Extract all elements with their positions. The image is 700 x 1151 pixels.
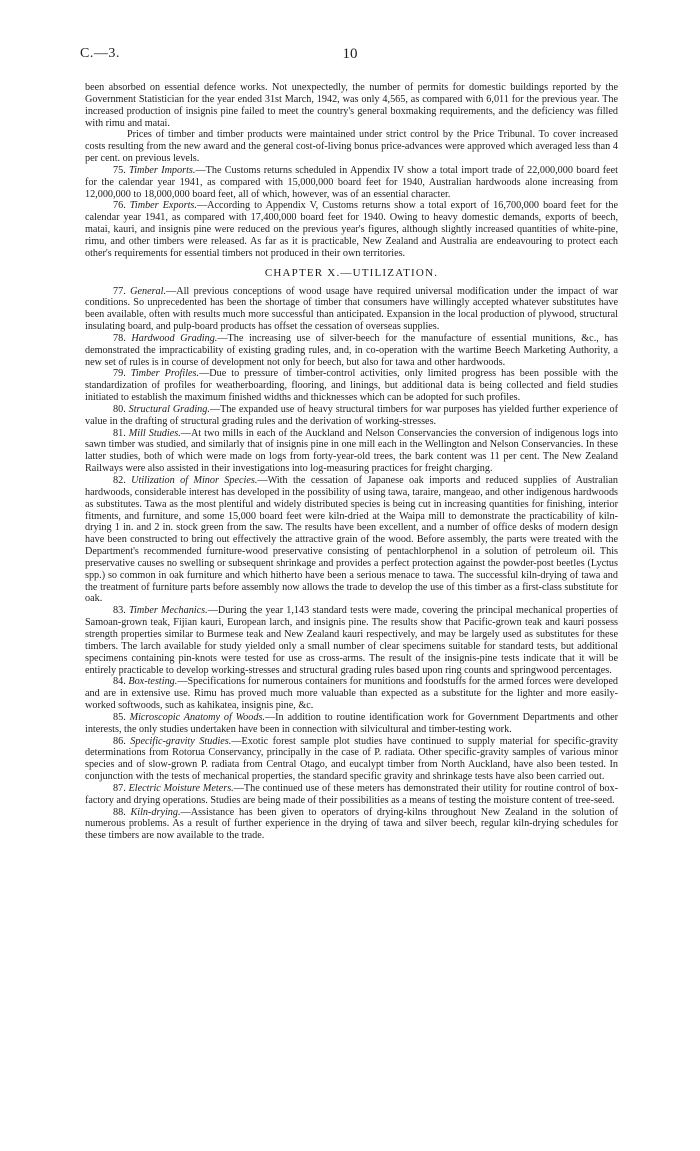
paragraph-number: 88. <box>113 806 126 818</box>
paragraph-86: 86. Specific-gravity Studies.—Exotic forest sample plot studies have continued to supply material for specific-gravity determinations from Rotorua Conservancy, principally in the case of P. radiata. Other specific-gravity samples of various minor species and of slow-grown P. radiata from Central Otago, and eucalypt timber from North Auckland, have also been tested. In conjunction with the tests of mechanical properties, the standard specific gravity and shrinkage tests have also been carried out. <box>85 735 619 783</box>
paragraph-78: 78. Hardwood Grading.—The increasing use of silver-beech for the manufacture of essential munitions, &c., has demonstrated the impracticability of existing grading rules, and, in co-operation with the wartime Beech Marketing Authority, a new set of rules is in course of development not only for beech, but also for tawa and other hardwoods. <box>85 332 619 368</box>
document-reference: C.—3. <box>80 46 120 61</box>
paragraph-number: 77. <box>113 285 126 297</box>
paragraph-76: 76. Timber Exports.—According to Appendix V, Customs returns show a total export of 16,700,000 board feet for the calendar year 1941, as compared with 17,400,000 board feet for 1940. Owing to heavy domestic demands, exports of beech, matai, kauri, and insignis pine were reduced on the previous year's figures, although slightly increased quantities of white-pine, rimu, and other timbers were released. As far as it is practicable, New Zealand and Australia are endeavouring to protect each other's requirements for essential timbers not produced in their own territories. <box>85 200 618 259</box>
paragraph-number: 75. <box>113 164 126 176</box>
paragraph-number: 81. <box>113 427 126 439</box>
chapter-heading: CHAPTER X.—UTILIZATION. <box>264 266 439 279</box>
paragraph-number: 82. <box>113 475 126 486</box>
paragraph-title: Structural Grading. <box>128 403 210 415</box>
paragraph-title: Hardwood Grading. <box>131 332 218 344</box>
paragraph-number: 78. <box>113 332 126 344</box>
paragraph-number: 86. <box>113 735 126 747</box>
paragraph-number: 83. <box>113 605 126 617</box>
paragraph-title: Box-testing. <box>128 676 178 688</box>
paragraph-title: Electric Moisture Meters. <box>128 782 234 794</box>
paragraph-title: General. <box>130 285 167 297</box>
paragraph-74-prices: Prices of timber and timber products were maintained under strict control by the Price Tribunal. To cover increased costs resulting from the new award and the general cost-of-living bonus price-advances were approved which averaged less than 4 per cent. on previous levels. <box>85 129 618 165</box>
paragraph-number: 87. <box>113 782 126 794</box>
paragraph-83: 83. Timber Mechanics.—During the year 1,143 standard tests were made, covering the principal mechanical properties of Samoan-grown teak, Fijian kauri, European larch, and insignis pine. The results show that Pacific-grown teak and kauri possess strength properties similar to Burmese teak and New Zealand kauri respectively, and may be largely used as substitutes for these timbers. The larch available for study yielded only a small number of clear specimens suitable for standard tests, but additional specimens containing pin-knots were tested for use as cross-arms. The result of the insignis-pine tests indicate that it will be entirely practicable to develop working-stresses and structural grading rules based upon ring counts and springwood percentages. <box>85 605 619 676</box>
page-header <box>80 46 620 66</box>
paragraph-title: Specific-gravity Studies. <box>130 735 232 747</box>
paragraph-number: 80. <box>113 403 126 415</box>
paragraph-75: 75. Timber Imports.—The Customs returns scheduled in Appendix IV show a total import trade of 22,000,000 board feet for the calendar year 1941, as compared with 15,000,000 board feet for 1940, Australian hardwoods alone increasing from 12,000,000 to 18,000,000 board feet, all of which, however, was of an essential character. <box>85 164 619 200</box>
paragraph-80: 80. Structural Grading.—The expanded use of heavy structural timbers for war purposes has yielded further experience of value in the drafting of structural grading rules and the derivation of working-stresses. <box>85 403 618 427</box>
paragraph-title: Timber Mechanics. <box>128 605 208 617</box>
paragraph-title: Mill Studies. <box>128 427 181 439</box>
paragraph-title: Utilization of Minor Species. <box>131 475 258 486</box>
paragraph-title: Kiln-drying. <box>130 806 181 818</box>
paragraph-79: 79. Timber Profiles.—Due to pressure of timber-control activities, only limited progress has been possible with the standardization of profiles for weatherboarding, flooring, and linings, but additional data is being collected and field studies initiated to establish the maximum finished widths and thicknesses which can be adopted for such profiles. <box>85 368 618 404</box>
paragraph-title: Timber Profiles. <box>130 368 200 380</box>
paragraph-title: Microscopic Anatomy of Woods. <box>129 711 265 723</box>
paragraph-87: 87. Electric Moisture Meters.—The continued use of these meters has demonstrated their utility for routine control of box-factory and drying operations. Studies are being made of their possibilities as a means of testing the moisture content of tree-seed. <box>85 782 618 806</box>
paragraph-85: 85. Microscopic Anatomy of Woods.—In addition to routine identification work for Government Departments and other interests, the only studies undertaken have been in connection with silvicultural and timber-testing work. <box>85 711 619 735</box>
paragraph-81: 81. Mill Studies.—At two mills in each of the Auckland and Nelson Conservancies the conversion of indigenous logs into sawn timber was studied, and similarly that of insignis pine in one mill each in the Wellington and Nelson Conservancies. In these latter studies, both of which were made on logs from forty-year-old trees, the bark content was 11 per cent. The New Zealand Railways were also assisted in their investigations into log-measuring practices for freight charging. <box>85 427 618 475</box>
page-number: 10 <box>342 46 358 62</box>
paragraph-84: 84. Box-testing.—Specifications for numerous containers for munitions and foodstuffs for the armed forces were developed and are in extensive use. Rimu has proved much more valuable than expected as a substitute for the lighter and more easily-worked softwoods, such as kahikatea, insignis pine, &c. <box>85 676 618 712</box>
paragraph-88: 88. Kiln-drying.—Assistance has been given to operators of drying-kilns throughout New Zealand in the solution of numerous problems. As a result of further experience in the drying of tawa and silver beech, regular kiln-drying schedules for these timbers are now available to the trade. <box>85 806 619 842</box>
paragraph-74-continued: been absorbed on essential defence works. Not unexpectedly, the number of permits for domestic buildings reported by the Government Statistician for the year ended 31st March, 1942, was only 4,565, as compared with 6,011 for the previous year. The increased production of insignis pine failed to meet the country's general boxmaking requirements, and the deficiency was filled with rimu and matai. <box>85 82 618 129</box>
paragraph-number: 76. <box>113 200 126 212</box>
paragraph-77: 77. General.—All previous conceptions of wood usage have required universal modification under the impact of war conditions. So unprecedented has been the shortage of timber that consumers have willingly accepted whatever substitutes have been available, often with results much more successful than anticipated. Expansion in the local production of plywood, structural insulating board, and pulp-board products has offset the cessation of overseas supplies. <box>85 285 618 333</box>
paragraph-title: Timber Imports. <box>129 164 196 176</box>
paragraph-title: Timber Exports. <box>129 200 197 212</box>
paragraph-82: 82. Utilization of Minor Species.—With the cessation of Japanese oak imports and reduced supplies of Australian hardwoods, considerable interest has developed in the possibility of using tawa, taraire, mangeao, and other indigenous hardwoods as substitutes. Tawa as the most plentiful and widely distributed species is being cut in increasing quantities for finishing, interior fitments, and furniture, and some 15,000 board feet were kiln-dried at the Waipa mill to demonstrate the practicability of kiln-drying 1 in. and 2 in. stock green from the saw. The results have been excellent, and a number of office desks of modern design have been constructed to bring out effectively the attractive grain of the wood. Before assembly, the parts were treated with the Department's recommended furniture-wood preservative consisting of pentachlorphenol in a solution of petroleum oil. This preservative causes no swelling or subsequent shrinkage and provides a perfect protection against the powder-post beetles (Lyctus spp.) so common in oak furniture and which hitherto have been a serious menace to tawa. The successful kiln-drying of tawa and the treatment of furniture parts before assembly now allows the trade to develop the use of this timber as a first-class substitute for oak. <box>85 475 619 605</box>
page-body <box>85 82 618 842</box>
paragraph-number: 79. <box>113 368 126 380</box>
paragraph-number: 84. <box>113 676 126 688</box>
paragraph-number: 85. <box>113 711 126 723</box>
